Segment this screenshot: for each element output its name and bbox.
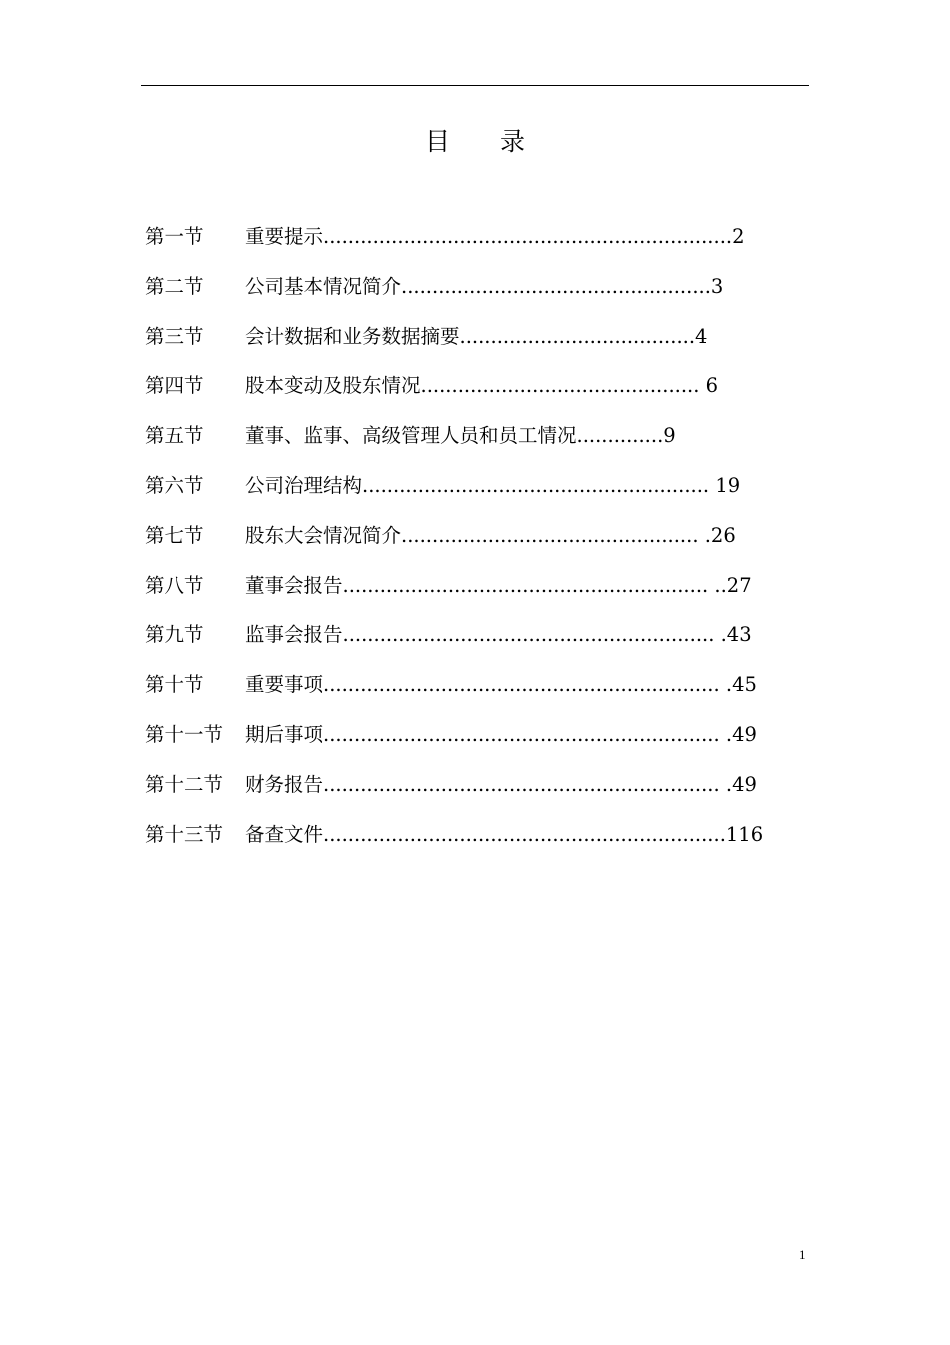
header-rule [141, 85, 809, 86]
toc-entry-title: 期后事项................................................................ .49 [245, 723, 757, 746]
toc-entry-title: 公司治理结构........................................................ 19 [245, 474, 741, 497]
toc-section-number: 第一节 [145, 225, 204, 248]
page-number: 1 [799, 1247, 806, 1262]
toc-section-number: 第十三节 [145, 822, 224, 846]
toc-entry-title: 监事会报告............................................................ .43 [245, 623, 752, 647]
title-char-1: 目 [424, 127, 450, 156]
title-char-2: 录 [500, 127, 526, 156]
toc-section-number: 第九节 [145, 623, 204, 647]
toc-entry-title: 董事会报告........................................................... ..27 [245, 573, 752, 597]
toc-entry-title: 董事、监事、高级管理人员和员工情况..............9 [245, 424, 676, 448]
toc-section-number: 第六节 [145, 474, 204, 497]
toc-entry-title: 备查文件.................................................................116 [245, 822, 764, 846]
toc-section-number: 第五节 [145, 424, 204, 448]
toc-entry-title: 会计数据和业务数据摘要......................................4 [245, 324, 708, 348]
page-title [0, 122, 950, 158]
toc-entry-title: 公司基本情况简介..................................................3 [245, 274, 724, 298]
toc-section-number: 第三节 [145, 324, 204, 348]
toc-section-number: 第二节 [145, 274, 204, 298]
toc-section-number: 第十二节 [145, 772, 224, 796]
toc-entry-title: 股东大会情况简介................................................ .26 [245, 523, 736, 547]
toc-section-number: 第十节 [145, 673, 204, 697]
toc-section-number: 第七节 [145, 523, 204, 547]
toc-entry-title: 股本变动及股东情况............................................. 6 [245, 374, 719, 398]
toc-entry-title: 重要事项................................................................ .45 [245, 673, 757, 697]
toc-section-number: 第十一节 [145, 723, 224, 746]
toc-entry-title: 财务报告................................................................ .49 [245, 772, 757, 796]
toc-section-number: 第四节 [145, 374, 204, 398]
toc-section-number: 第八节 [145, 573, 204, 597]
toc-entry-title: 重要提示..................................................................2 [245, 225, 745, 248]
